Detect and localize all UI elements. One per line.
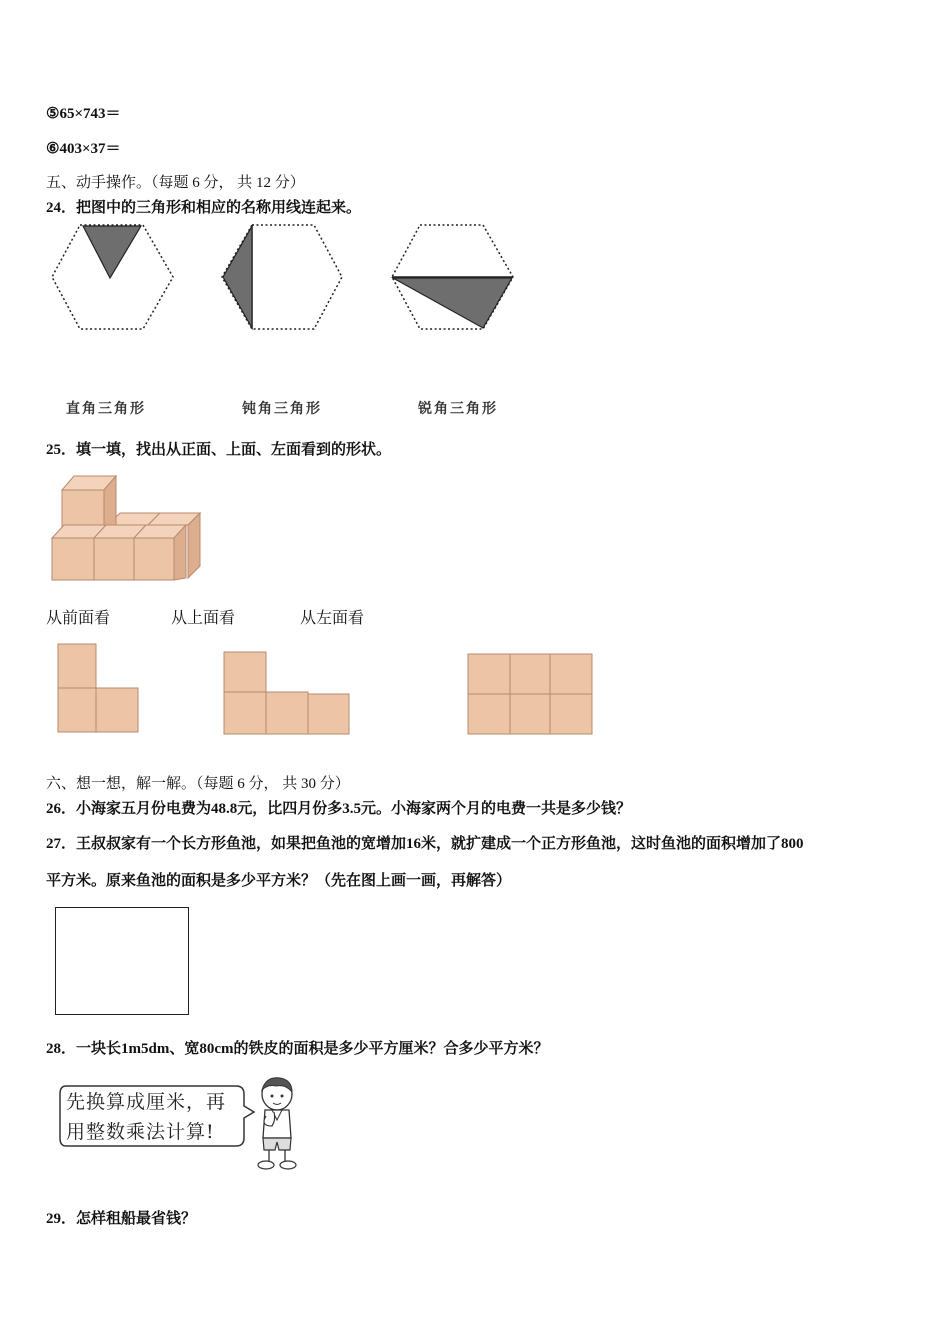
label-right-triangle: 直角三角形: [66, 402, 146, 417]
view-shape-1: [56, 642, 142, 734]
hexagon-obtuse-triangle: [220, 222, 345, 332]
bubble-text-line-1: 先换算成厘米，再: [66, 1091, 227, 1113]
q27-line-2: 平方米。原来鱼池的面积是多少平方米？（先在图上画一画，再解答）: [46, 873, 512, 889]
q24-text: 24．把图中的三角形和相应的名称用线连起来。: [46, 200, 362, 216]
label-obtuse-triangle: 钝角三角形: [242, 402, 322, 417]
q27-line-1: 27．王叔叔家有一个长方形鱼池，如果把鱼池的宽增加16米，就扩建成一个正方形鱼池，这时鱼池的面积增加了800: [46, 836, 804, 852]
section-6-heading: 六、想一想，解一解。（每题 6 分， 共 30 分）: [46, 776, 350, 792]
q26-text: 26．小海家五月份电费为48.8元，比四月份多3.5元。小海家两个月的电费一共是多少钱？: [46, 801, 632, 817]
calc-item-6: ⑥403×37＝: [46, 141, 121, 157]
calc-item-5: ⑤65×743＝: [46, 106, 121, 122]
view-shape-2: [222, 650, 352, 736]
fish-pond-rectangle[interactable]: [55, 907, 189, 1015]
hexagon-acute-triangle: [390, 222, 515, 332]
view-shape-3: [466, 652, 596, 736]
view-label-front: 从前面看: [46, 610, 111, 627]
label-acute-triangle: 锐角三角形: [418, 402, 498, 417]
cube-stack-figure: [50, 472, 210, 584]
bubble-text-line-2: 用整数乘法计算!: [66, 1121, 215, 1143]
view-label-top: 从上面看: [171, 610, 236, 627]
section-5-heading: 五、动手操作。（每题 6 分， 共 12 分）: [46, 175, 305, 191]
q29-text: 29．怎样租船最省钱？: [46, 1211, 197, 1227]
boy-illustration: [252, 1076, 302, 1172]
view-label-left: 从左面看: [300, 610, 365, 627]
hexagon-right-triangle: [50, 222, 175, 332]
q25-text: 25．填一填，找出从正面、上面、左面看到的形状。: [46, 442, 392, 458]
q28-text: 28．一块长1m5dm、宽80cm的铁皮的面积是多少平方厘米？合多少平方米？: [46, 1041, 549, 1057]
